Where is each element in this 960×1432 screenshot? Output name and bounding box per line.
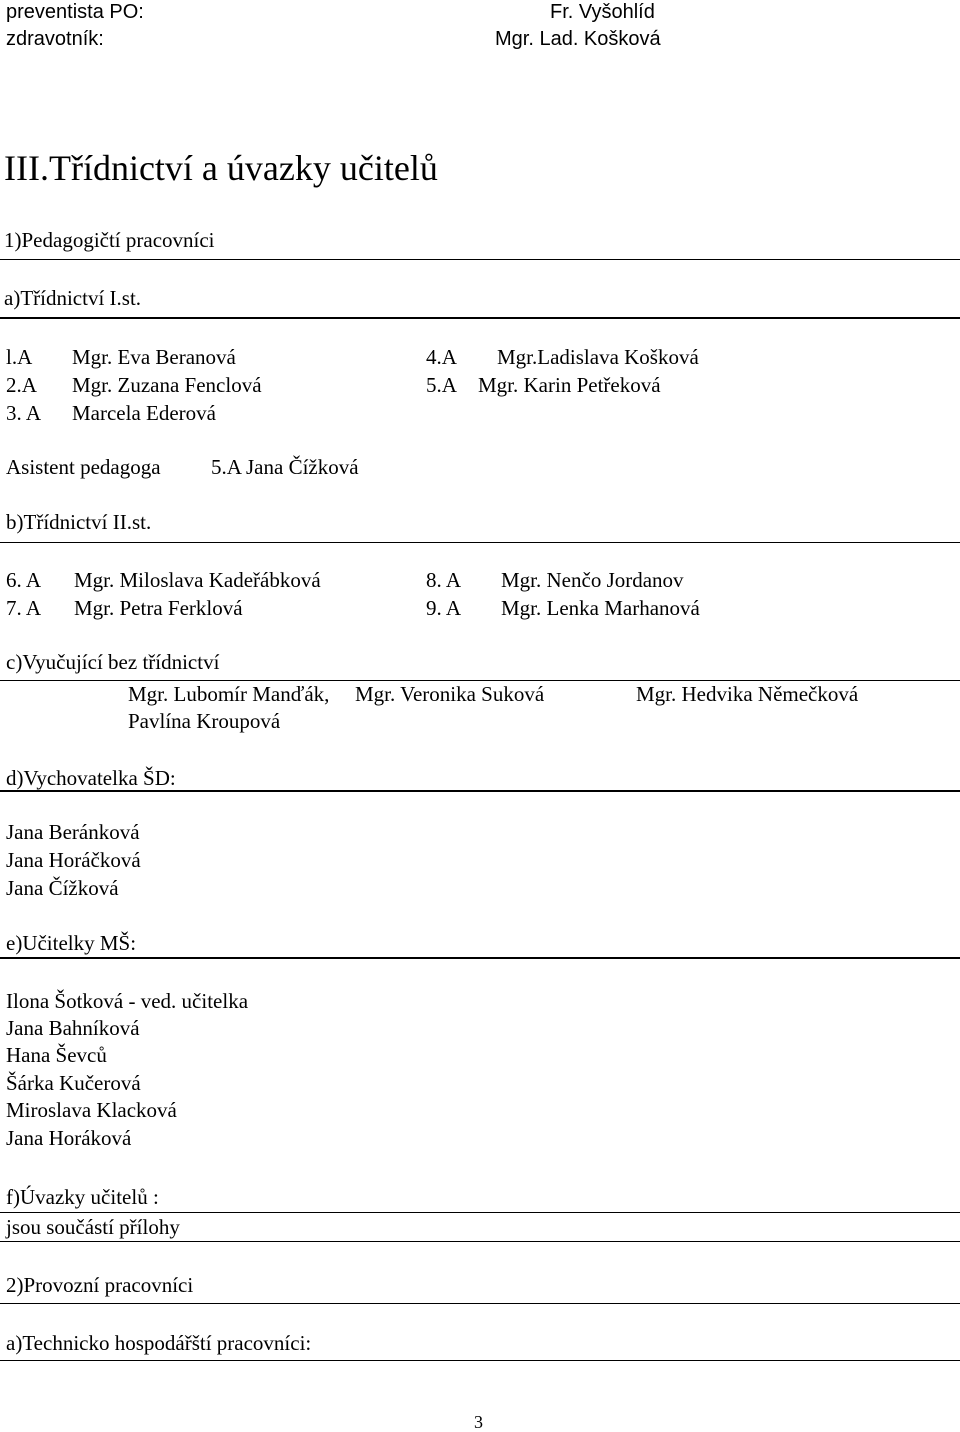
- teacher-name: Mgr. Veronika Suková: [355, 682, 545, 706]
- divider: [0, 790, 960, 792]
- staff-name: Ilona Šotková - ved. učitelka: [6, 989, 249, 1013]
- divider: [0, 1212, 960, 1213]
- teacher-name: Mgr. Eva Beranová: [72, 345, 236, 369]
- b-heading: b)Třídnictví II.st.: [6, 510, 152, 534]
- a-heading: a)Třídnictví I.st.: [4, 286, 142, 310]
- f-note: jsou součástí přílohy: [6, 1215, 180, 1239]
- section2-heading: 2)Provozní pracovníci: [6, 1273, 194, 1297]
- divider: [0, 1360, 960, 1361]
- e-heading: e)Učitelky MŠ:: [6, 931, 137, 955]
- teacher-name: Mgr. Petra Ferklová: [74, 596, 243, 620]
- zdravotnik-name: Mgr. Lad. Košková: [495, 28, 661, 50]
- preventista-name: Fr. Vyšohlíd: [550, 1, 655, 23]
- class-label: 5.A: [426, 373, 457, 397]
- f-heading: f)Úvazky učitelů :: [6, 1185, 159, 1209]
- teacher-name: Mgr. Miloslava Kadeřábková: [74, 568, 321, 592]
- class-label: 6. A: [6, 568, 42, 592]
- divider: [0, 680, 960, 681]
- class-label: 8. A: [426, 568, 462, 592]
- staff-name: Jana Beránková: [6, 820, 140, 844]
- teacher-name: Mgr. Zuzana Fenclová: [72, 373, 262, 397]
- assistant-label: Asistent pedagoga: [6, 455, 161, 479]
- section1-heading: 1)Pedagogičtí pracovníci: [4, 228, 215, 252]
- page-number: 3: [474, 1412, 483, 1432]
- teacher-name: Mgr. Hedvika Němečková: [636, 682, 859, 706]
- chapter-title: III.Třídnictví a úvazky učitelů: [4, 148, 438, 188]
- class-label: 3. A: [6, 401, 42, 425]
- zdravotnik-label: zdravotník:: [6, 28, 104, 50]
- section2-a-heading: a)Technicko hospodářští pracovníci:: [6, 1331, 312, 1355]
- class-label: 4.A: [426, 345, 457, 369]
- class-label: 7. A: [6, 596, 42, 620]
- divider: [0, 1303, 960, 1304]
- divider: [0, 317, 960, 319]
- divider: [0, 1241, 960, 1242]
- staff-name: Jana Bahníková: [6, 1016, 140, 1040]
- divider: [0, 259, 960, 260]
- staff-name: Jana Horáčková: [6, 848, 141, 872]
- teacher-name: Mgr. Nenčo Jordanov: [501, 568, 684, 592]
- staff-name: Šárka Kučerová: [6, 1071, 141, 1095]
- staff-name: Miroslava Klacková: [6, 1098, 177, 1122]
- teacher-name: Mgr. Karin Petřeková: [478, 373, 661, 397]
- teacher-name: Pavlína Kroupová: [128, 709, 281, 733]
- teacher-name: Marcela Ederová: [72, 401, 216, 425]
- d-heading: d)Vychovatelka ŠD:: [6, 766, 176, 790]
- divider: [0, 957, 960, 959]
- class-label: l.A: [6, 345, 33, 369]
- staff-name: Hana Ševců: [6, 1043, 107, 1067]
- staff-name: Jana Horáková: [6, 1126, 132, 1150]
- teacher-name: Mgr. Lubomír Manďák,: [128, 682, 330, 706]
- preventista-label: preventista PO:: [6, 1, 144, 23]
- staff-name: Jana Čížková: [6, 876, 119, 900]
- c-heading: c)Vyučující bez třídnictví: [6, 650, 220, 674]
- teacher-name: Mgr. Lenka Marhanová: [501, 596, 700, 620]
- teacher-name: Mgr.Ladislava Košková: [497, 345, 699, 369]
- class-label: 9. A: [426, 596, 462, 620]
- assistant-value: 5.A Jana Čížková: [211, 455, 359, 479]
- divider: [0, 542, 960, 543]
- class-label: 2.A: [6, 373, 37, 397]
